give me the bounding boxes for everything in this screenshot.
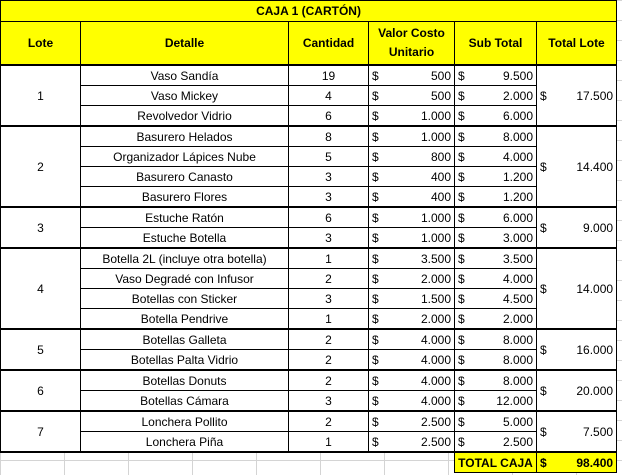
detalle-cell[interactable]: Organizador Lápices Nube [81, 147, 289, 167]
cantidad-cell[interactable]: 3 [289, 391, 369, 412]
table-row [1, 147, 617, 167]
subtotal-cell-wrap [458, 130, 533, 144]
currency-symbol: $ [540, 220, 547, 235]
currency-symbol: $ [540, 159, 547, 174]
total-caja-label[interactable]: TOTAL CAJA [455, 452, 537, 473]
valor-cell-value: 4.000 [420, 393, 451, 408]
total-lote-cell-value: 17.500 [576, 88, 614, 103]
valor-cell-wrap [372, 435, 451, 449]
currency-symbol: $ [458, 311, 465, 326]
subtotal-cell-value: 8.000 [502, 352, 533, 367]
detalle-cell[interactable]: Botellas Galleta [81, 329, 289, 350]
detalle-cell[interactable]: Basurero Helados [81, 126, 289, 147]
table-row [1, 207, 617, 228]
table-row [1, 248, 617, 269]
valor-cell-value: 1.500 [420, 291, 451, 306]
currency-symbol: $ [458, 230, 465, 245]
subtotal-cell-value: 3.500 [502, 251, 533, 266]
valor-cell-value: 1.000 [420, 230, 451, 245]
total-caja-value-value: 98.400 [576, 455, 614, 470]
valor-cell-value: 3.500 [420, 251, 451, 266]
detalle-cell[interactable]: Basurero Canasto [81, 167, 289, 187]
subtotal-cell-wrap [458, 89, 533, 103]
detalle-cell[interactable]: Lonchera Piña [81, 432, 289, 453]
subtotal-cell[interactable] [455, 147, 537, 167]
subtotal-cell-value: 2.000 [502, 311, 533, 326]
table-row [1, 126, 617, 147]
subtotal-cell-wrap [458, 272, 533, 286]
table-row [1, 350, 617, 371]
valor-cell[interactable] [369, 432, 455, 453]
detalle-cell[interactable]: Botellas con Sticker [81, 289, 289, 309]
empty-cell[interactable] [289, 452, 369, 473]
subtotal-cell-value: 3.000 [502, 230, 533, 245]
cantidad-cell[interactable]: 8 [289, 126, 369, 147]
currency-symbol: $ [540, 455, 547, 470]
valor-cell[interactable] [369, 65, 455, 86]
total-lote-cell[interactable] [537, 411, 617, 452]
subtotal-cell-value: 8.000 [502, 129, 533, 144]
empty-cell[interactable] [81, 452, 289, 473]
valor-cell-wrap [372, 211, 451, 225]
valor-cell[interactable] [369, 248, 455, 269]
currency-symbol: $ [540, 281, 547, 296]
valor-cell[interactable] [369, 126, 455, 147]
valor-cell[interactable] [369, 329, 455, 350]
currency-symbol: $ [458, 434, 465, 449]
currency-symbol: $ [372, 189, 379, 204]
valor-cell-wrap [372, 130, 451, 144]
currency-symbol: $ [458, 129, 465, 144]
valor-cell[interactable] [369, 391, 455, 412]
valor-cell[interactable] [369, 207, 455, 228]
valor-cell-wrap [372, 353, 451, 367]
total-row [1, 452, 617, 473]
cantidad-cell[interactable]: 2 [289, 269, 369, 289]
valor-cell-value: 4.000 [420, 373, 451, 388]
subtotal-cell-value: 4.000 [502, 149, 533, 164]
cantidad-cell[interactable]: 3 [289, 228, 369, 249]
total-lote-cell-value: 16.000 [576, 342, 614, 357]
currency-symbol: $ [372, 414, 379, 429]
header-total-lote[interactable]: Total Lote [537, 22, 617, 66]
subtotal-cell-value: 2.000 [502, 88, 533, 103]
valor-cell-wrap [372, 89, 451, 103]
subtotal-cell[interactable] [455, 86, 537, 106]
subtotal-cell-wrap [458, 353, 533, 367]
subtotal-cell-value: 4.500 [502, 291, 533, 306]
total-lote-cell[interactable] [537, 207, 617, 248]
lote-number[interactable]: 6 [1, 370, 81, 411]
lote-number[interactable]: 2 [1, 126, 81, 207]
total-lote-cell[interactable] [537, 126, 617, 207]
subtotal-cell-value: 8.000 [502, 373, 533, 388]
total-lote-cell-wrap [540, 221, 613, 235]
valor-cell[interactable] [369, 106, 455, 127]
total-lote-cell-wrap [540, 343, 613, 357]
valor-cell-value: 500 [430, 68, 451, 83]
valor-cell[interactable] [369, 411, 455, 432]
table-row [1, 187, 617, 208]
total-caja-value[interactable] [537, 452, 617, 473]
subtotal-cell-value: 1.200 [502, 189, 533, 204]
valor-cell[interactable] [369, 289, 455, 309]
valor-cell-wrap [372, 415, 451, 429]
subtotal-cell[interactable] [455, 432, 537, 453]
currency-symbol: $ [458, 373, 465, 388]
subtotal-cell-wrap [458, 109, 533, 123]
subtotal-cell-wrap [458, 374, 533, 388]
currency-symbol: $ [458, 210, 465, 225]
currency-symbol: $ [372, 251, 379, 266]
header-cantidad[interactable]: Cantidad [289, 22, 369, 66]
currency-symbol: $ [458, 88, 465, 103]
currency-symbol: $ [458, 108, 465, 123]
valor-cell[interactable] [369, 147, 455, 167]
table-row [1, 329, 617, 350]
valor-cell-value: 1.000 [420, 108, 451, 123]
cantidad-cell[interactable]: 19 [289, 65, 369, 86]
valor-cell[interactable] [369, 269, 455, 289]
currency-symbol: $ [372, 68, 379, 83]
lote-number[interactable]: 3 [1, 207, 81, 248]
header-valor-line1: Valor Costo [378, 26, 445, 40]
valor-cell[interactable] [369, 370, 455, 391]
lote-number[interactable]: 7 [1, 411, 81, 452]
table-row [1, 411, 617, 432]
subtotal-cell-value: 6.000 [502, 210, 533, 225]
total-lote-cell-value: 9.000 [583, 220, 614, 235]
detalle-cell[interactable]: Botellas Cámara [81, 391, 289, 412]
currency-symbol: $ [458, 291, 465, 306]
valor-cell[interactable] [369, 167, 455, 187]
valor-cell-wrap [372, 272, 451, 286]
total-lote-cell[interactable] [537, 329, 617, 370]
valor-cell-wrap [372, 109, 451, 123]
header-sub-total[interactable]: Sub Total [455, 22, 537, 66]
subtotal-cell[interactable] [455, 228, 537, 249]
cantidad-cell[interactable]: 4 [289, 86, 369, 106]
subtotal-cell-value: 6.000 [502, 108, 533, 123]
currency-symbol: $ [458, 251, 465, 266]
currency-symbol: $ [458, 352, 465, 367]
subtotal-cell[interactable] [455, 370, 537, 391]
subtotal-cell-wrap [458, 435, 533, 449]
total-lote-cell[interactable] [537, 370, 617, 411]
lote-number[interactable]: 5 [1, 329, 81, 370]
total-lote-cell-wrap [540, 282, 613, 296]
total-lote-cell-value: 20.000 [576, 383, 614, 398]
currency-symbol: $ [372, 210, 379, 225]
valor-cell-wrap [372, 190, 451, 204]
currency-symbol: $ [458, 189, 465, 204]
subtotal-cell[interactable] [455, 106, 537, 127]
valor-cell-value: 500 [430, 88, 451, 103]
valor-cell[interactable] [369, 86, 455, 106]
subtotal-cell[interactable] [455, 391, 537, 412]
valor-cell-value: 2.500 [420, 434, 451, 449]
detalle-cell[interactable]: Vaso Sandía [81, 65, 289, 86]
valor-cell-wrap [372, 252, 451, 266]
valor-cell-value: 1.000 [420, 129, 451, 144]
currency-symbol: $ [458, 68, 465, 83]
table-row [1, 86, 617, 106]
subtotal-cell[interactable] [455, 289, 537, 309]
cantidad-cell[interactable]: 6 [289, 106, 369, 127]
detalle-cell[interactable]: Vaso Degradé con Infusor [81, 269, 289, 289]
currency-symbol: $ [540, 383, 547, 398]
table-row [1, 309, 617, 330]
currency-symbol: $ [372, 393, 379, 408]
valor-cell-value: 4.000 [420, 332, 451, 347]
currency-symbol: $ [372, 332, 379, 347]
currency-symbol: $ [372, 373, 379, 388]
cantidad-cell[interactable]: 1 [289, 432, 369, 453]
subtotal-cell[interactable] [455, 309, 537, 330]
currency-symbol: $ [458, 332, 465, 347]
subtotal-cell-wrap [458, 394, 533, 408]
cantidad-cell[interactable]: 1 [289, 248, 369, 269]
subtotal-cell-wrap [458, 170, 533, 184]
subtotal-cell-value: 5.000 [502, 414, 533, 429]
currency-symbol: $ [458, 414, 465, 429]
header-valor-line2: Unitario [388, 45, 435, 59]
total-lote-cell-wrap [540, 160, 613, 174]
subtotal-cell-wrap [458, 252, 533, 266]
subtotal-cell-wrap [458, 333, 533, 347]
total-lote-cell[interactable] [537, 65, 617, 126]
cantidad-cell[interactable]: 2 [289, 350, 369, 371]
currency-symbol: $ [372, 352, 379, 367]
subtotal-cell-wrap [458, 415, 533, 429]
table-row [1, 106, 617, 127]
lote-number[interactable]: 4 [1, 248, 81, 329]
subtotal-cell[interactable] [455, 411, 537, 432]
cantidad-cell[interactable]: 1 [289, 309, 369, 330]
table-row [1, 167, 617, 187]
cantidad-cell[interactable]: 2 [289, 370, 369, 391]
subtotal-cell[interactable] [455, 126, 537, 147]
valor-cell-value: 4.000 [420, 352, 451, 367]
table-row [1, 370, 617, 391]
subtotal-cell-value: 4.000 [502, 271, 533, 286]
valor-cell-wrap [372, 150, 451, 164]
subtotal-cell[interactable] [455, 167, 537, 187]
subtotal-cell[interactable] [455, 329, 537, 350]
currency-symbol: $ [372, 149, 379, 164]
table-row [1, 432, 617, 453]
table-row [1, 289, 617, 309]
currency-symbol: $ [540, 88, 547, 103]
total-lote-cell[interactable] [537, 248, 617, 329]
valor-cell-value: 400 [430, 169, 451, 184]
valor-cell-value: 800 [430, 149, 451, 164]
subtotal-cell-wrap [458, 231, 533, 245]
detalle-cell[interactable]: Estuche Botella [81, 228, 289, 249]
valor-cell-wrap [372, 231, 451, 245]
currency-symbol: $ [458, 271, 465, 286]
table-row [1, 228, 617, 249]
total-lote-cell-value: 14.400 [576, 159, 614, 174]
valor-cell-value: 400 [430, 189, 451, 204]
total-lote-cell-wrap [540, 384, 613, 398]
cantidad-cell[interactable]: 6 [289, 207, 369, 228]
subtotal-cell[interactable] [455, 269, 537, 289]
cantidad-cell[interactable]: 2 [289, 329, 369, 350]
subtotal-cell-wrap [458, 292, 533, 306]
table-row [1, 269, 617, 289]
subtotal-cell-wrap [458, 150, 533, 164]
currency-symbol: $ [372, 291, 379, 306]
cantidad-cell[interactable]: 5 [289, 147, 369, 167]
table-row [1, 391, 617, 412]
valor-cell-wrap [372, 374, 451, 388]
currency-symbol: $ [372, 311, 379, 326]
valor-cell-wrap [372, 333, 451, 347]
header-lote[interactable]: Lote [1, 22, 81, 66]
currency-symbol: $ [372, 88, 379, 103]
subtotal-cell-wrap [458, 312, 533, 326]
total-lote-cell-value: 14.000 [576, 281, 614, 296]
cantidad-cell[interactable]: 3 [289, 167, 369, 187]
subtotal-cell-wrap [458, 211, 533, 225]
currency-symbol: $ [372, 108, 379, 123]
subtotal-cell-value: 8.000 [502, 332, 533, 347]
detalle-cell[interactable]: Basurero Flores [81, 187, 289, 208]
detalle-cell[interactable]: Botella Pendrive [81, 309, 289, 330]
detalle-cell[interactable]: Botellas Palta Vidrio [81, 350, 289, 371]
total-lote-cell-wrap [540, 89, 613, 103]
header-valor-costo[interactable] [369, 22, 455, 66]
table-row [1, 65, 617, 86]
subtotal-cell[interactable] [455, 350, 537, 371]
valor-cell-wrap [372, 312, 451, 326]
currency-symbol: $ [372, 230, 379, 245]
cantidad-cell[interactable]: 3 [289, 289, 369, 309]
detalle-cell[interactable]: Botellas Donuts [81, 370, 289, 391]
valor-cell-value: 1.000 [420, 210, 451, 225]
currency-symbol: $ [540, 424, 547, 439]
empty-cell[interactable] [1, 452, 81, 473]
currency-symbol: $ [372, 129, 379, 144]
header-detalle[interactable]: Detalle [81, 22, 289, 66]
subtotal-cell[interactable] [455, 187, 537, 208]
valor-cell-value: 2.500 [420, 414, 451, 429]
detalle-cell[interactable]: Lonchera Pollito [81, 411, 289, 432]
subtotal-cell-value: 2.500 [502, 434, 533, 449]
valor-cell[interactable] [369, 309, 455, 330]
valor-cell-wrap [372, 170, 451, 184]
total-caja-value-wrap [540, 456, 613, 470]
subtotal-cell[interactable] [455, 207, 537, 228]
detalle-cell[interactable]: Revolvedor Vidrio [81, 106, 289, 127]
valor-cell-value: 2.000 [420, 271, 451, 286]
subtotal-cell-value: 12.000 [496, 393, 533, 408]
lote-number[interactable]: 1 [1, 65, 81, 126]
subtotal-cell-value: 9.500 [502, 68, 533, 83]
detalle-cell[interactable]: Estuche Ratón [81, 207, 289, 228]
subtotal-cell-value: 1.200 [502, 169, 533, 184]
currency-symbol: $ [540, 342, 547, 357]
valor-cell[interactable] [369, 228, 455, 249]
currency-symbol: $ [458, 393, 465, 408]
total-lote-cell-wrap [540, 425, 613, 439]
table-title[interactable]: CAJA 1 (CARTÓN) [1, 1, 617, 22]
subtotal-cell-wrap [458, 69, 533, 83]
currency-symbol: $ [372, 434, 379, 449]
currency-symbol: $ [372, 271, 379, 286]
subtotal-cell[interactable] [455, 65, 537, 86]
subtotal-cell-wrap [458, 190, 533, 204]
currency-symbol: $ [372, 169, 379, 184]
valor-cell-value: 2.000 [420, 311, 451, 326]
cantidad-cell[interactable]: 2 [289, 411, 369, 432]
currency-symbol: $ [458, 149, 465, 164]
valor-cell[interactable] [369, 350, 455, 371]
valor-cell-wrap [372, 69, 451, 83]
valor-cell[interactable] [369, 187, 455, 208]
valor-cell-wrap [372, 292, 451, 306]
detalle-cell[interactable]: Vaso Mickey [81, 86, 289, 106]
total-lote-cell-value: 7.500 [583, 424, 614, 439]
empty-cell[interactable] [369, 452, 455, 473]
detalle-cell[interactable]: Botella 2L (incluye otra botella) [81, 248, 289, 269]
valor-cell-wrap [372, 394, 451, 408]
cantidad-cell[interactable]: 3 [289, 187, 369, 208]
subtotal-cell[interactable] [455, 248, 537, 269]
currency-symbol: $ [458, 169, 465, 184]
